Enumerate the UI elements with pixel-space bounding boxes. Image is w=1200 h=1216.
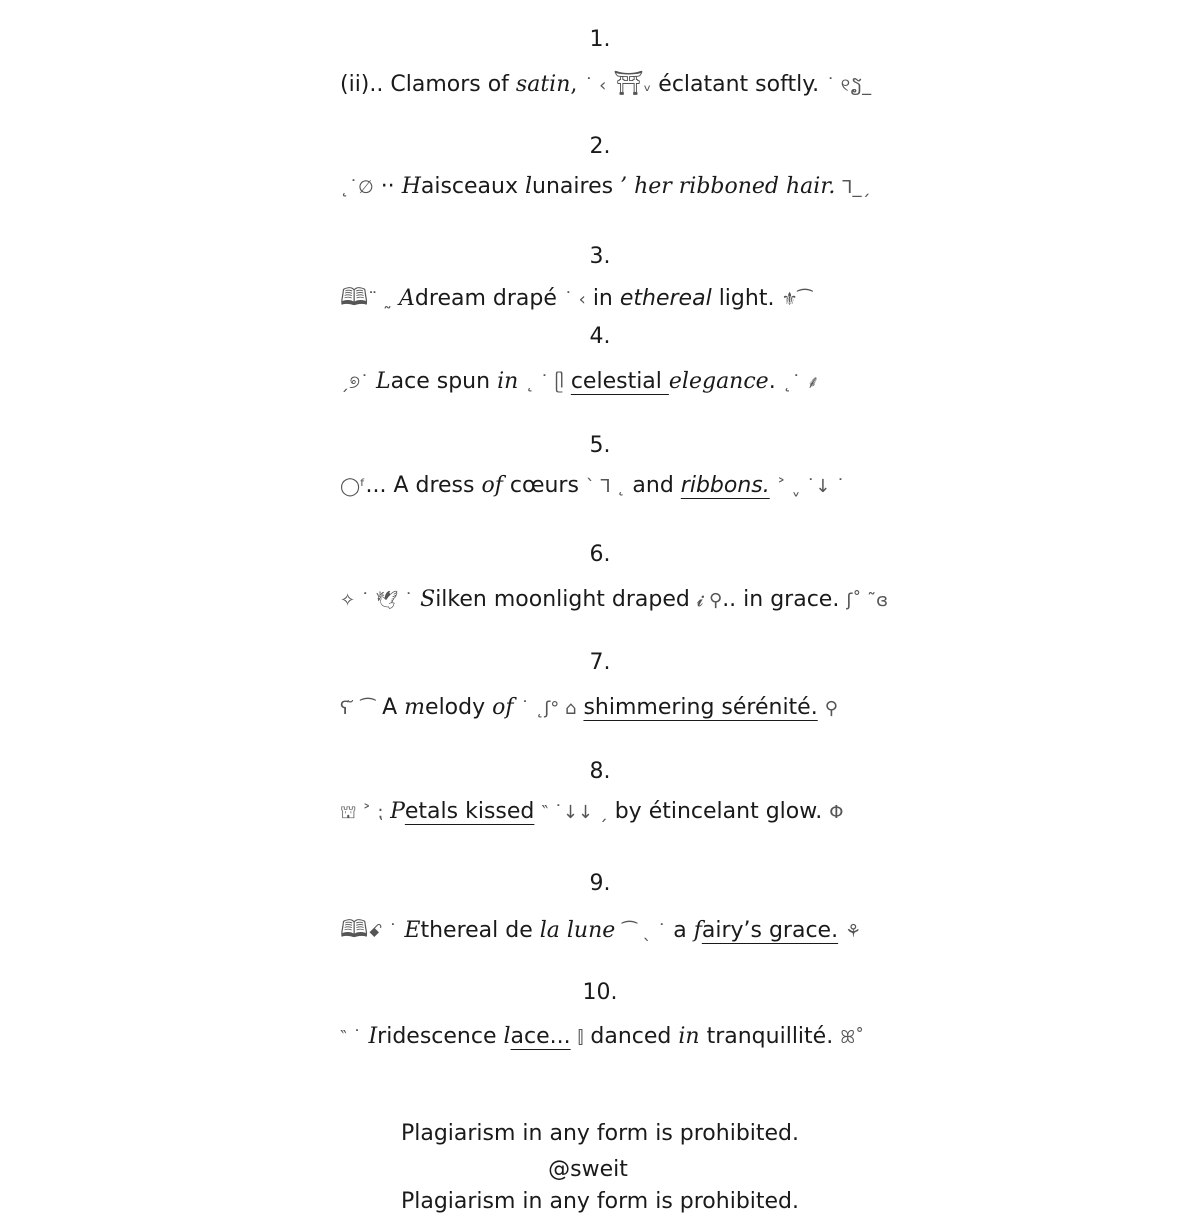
verse-text: aisceaux [420, 174, 525, 199]
swirl-icon: ˙ ୧ຽ_ [826, 75, 872, 96]
open-book-icon: 🕮 [340, 915, 369, 943]
verse-text-italic: l [525, 174, 533, 199]
butterfly-icon: ꕤ˚ [840, 1027, 865, 1048]
verse-text: elody [425, 695, 493, 720]
verse-line-5: ◯ᶠ... A dress of cœurs ` Ꞁ ˛ and ribbons. ˃ ˬ ˙↓ ˙ [340, 473, 845, 498]
verse-text: éclatant softly. [658, 72, 820, 97]
verse-text-italic: of [481, 473, 503, 498]
verse-line-6: ✧ ˙ 🕊 ˙ Silken moonlight draped 𝓲 ⚲.. in grace. ʃ˚ ˜ɞ [340, 587, 889, 612]
pillar-icon: ⫿ [577, 1027, 584, 1048]
verse-text: shimmering sérénité. [583, 695, 818, 720]
verse-text: in [592, 286, 620, 311]
verse-text-italic: L [376, 369, 391, 394]
flower-icon: Φ [829, 802, 844, 823]
candle-icon: 𝓲 ⚲ [696, 590, 723, 611]
entry-number: 4. [589, 324, 611, 349]
candle-icon: ⚲ [824, 698, 838, 719]
verse-text: ... A dress [365, 473, 482, 498]
verse-text-italic: la lune [539, 918, 616, 943]
verse-text: etals kissed [404, 799, 535, 824]
verse-line-10: ‶ ˙ Iridescence lace... ⫿ danced in tranquillité. ꕤ˚ [340, 1024, 865, 1049]
copyright-notice: Plagiarism in any form is prohibited. [400, 1121, 800, 1146]
entry-number: 2. [589, 134, 611, 159]
verse-line-9: 🕮ꗃ ˙ Ethereal de la lune ⁀ ˎ ˙ a fairy’s grace. ⚘ [340, 915, 862, 943]
entry-number: 3. [589, 244, 611, 269]
verse-text: dream drapé [414, 286, 557, 311]
copyright-notice-cut: Plagiarism in any form is prohibited. [400, 1189, 800, 1214]
verse-text: ·· [380, 174, 395, 199]
verse-text-italic: in [678, 1024, 700, 1049]
verse-text-italic: I [368, 1024, 378, 1049]
verse-text: ace... [510, 1024, 571, 1049]
verse-line-1: (ii).. Clamors of satin, ˙ ‹ ⛩ᵥ éclatant softly. ˙ ୧ຽ_ [340, 69, 872, 97]
verse-text: by étincelant glow. [614, 799, 823, 824]
bell-icon: ˙ ˛ʃ° ⌂ [520, 698, 577, 719]
verse-text-italic: elegance [668, 369, 769, 394]
verse-text: ridescence [377, 1024, 504, 1049]
verse-text-italic: l [503, 1024, 511, 1049]
verse-text: A [382, 695, 405, 720]
verse-text-italic: satin [515, 72, 571, 97]
verse-text: tranquillité. [699, 1024, 834, 1049]
entry-number: 1. [589, 27, 611, 52]
entry-number: 10. [582, 980, 618, 1005]
verse-text: and [632, 473, 681, 498]
bird-icon: ✧ ˙ 🕊 ˙ [340, 590, 414, 611]
leaf-icon: ˛˙ ⸙ [782, 372, 820, 393]
entry-number: 8. [589, 759, 611, 784]
verse-text: a [673, 918, 694, 943]
verse-text: unaires [532, 174, 614, 199]
verse-text-italic: E [404, 918, 421, 943]
verse-line-8: ⛫ ˃ ⁏ Petals kissed ‶ ˙↓↓ ˏ by étincelant glow. Φ [340, 799, 844, 824]
verse-text: ace spun [390, 369, 498, 394]
verse-text-italic: A [399, 286, 415, 311]
heart-icon: ◯ᶠ [340, 476, 366, 497]
verse-text: airy’s grace. [701, 918, 839, 943]
bow-icon: ⚜⁀ [781, 289, 813, 310]
leaf-icon: ˛˙∅ [340, 177, 374, 198]
verse-text-italic: P [390, 799, 405, 824]
entry-number: 6. [589, 542, 611, 567]
author-handle: @sweit [548, 1157, 628, 1182]
verse-text: light. [711, 286, 775, 311]
verse-text-italic: of [492, 695, 514, 720]
verse-text: danced [590, 1024, 679, 1049]
verse-text-italic: f [693, 918, 702, 943]
ribbon-icon: Ꞁ_ˏ [842, 177, 871, 198]
verse-text: .. in grace. [722, 587, 840, 612]
verse-text: cœurs [502, 473, 579, 498]
verse-text-italic: ethereal [619, 286, 712, 311]
swirl-icon: ʕ ̆ ⁀ [340, 698, 376, 719]
verse-text: thereal de [420, 918, 540, 943]
verse-text-italic: H [401, 174, 421, 199]
verse-text-italic: S [420, 587, 436, 612]
swirl-icon: ˏ୭˙ [340, 372, 370, 393]
verse-line-7 [340, 694, 870, 723]
flower-pot-icon: ⛫ ˃ ⁏ [340, 802, 384, 823]
ribbon-icon: ` Ꞁ ˛ [585, 476, 626, 497]
verse-text: , [570, 72, 578, 97]
verse-line-4: ˏ୭˙ Lace spun in ˛ ˙ ᥫ celestial elegance. ˛˙ ⸙ [340, 369, 820, 394]
flower-icon: ⚘ [845, 921, 862, 942]
entry-number: 5. [589, 433, 611, 458]
verse-text-italic: in [497, 369, 519, 394]
verse-line-3: 🕮¨ ˷ Adream drapé ˙ ‹ in ethereal light. ⚜⁀ [340, 283, 813, 311]
entry-number: 7. [589, 650, 611, 675]
verse-text: ilken moonlight draped [435, 587, 697, 612]
pillar-icon: ⛩ [613, 69, 644, 97]
verse-text: (ii).. Clamors of [340, 72, 516, 97]
verse-text: . [768, 369, 776, 394]
verse-text-italic: ribbons. [680, 473, 770, 498]
verse-text: celestial [570, 369, 669, 394]
verse-line-2 [340, 173, 870, 202]
entry-number: 9. [589, 871, 611, 896]
open-book-icon: 🕮 [340, 283, 369, 311]
verse-text: ’ her ribboned hair. [620, 174, 836, 199]
verse-text-italic: m [404, 695, 426, 720]
